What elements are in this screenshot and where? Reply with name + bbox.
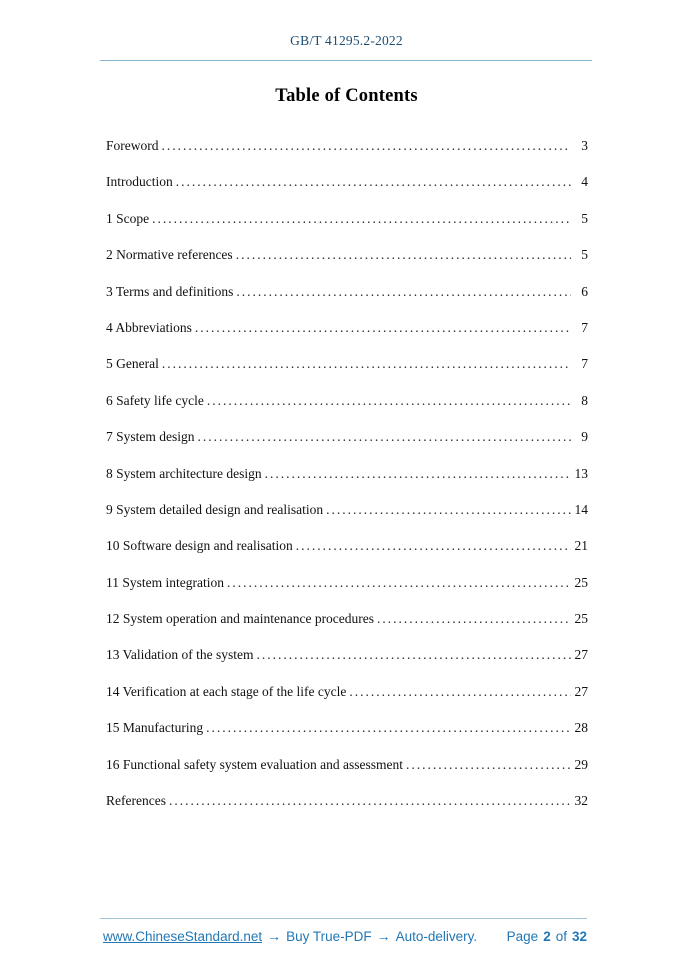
toc-entry[interactable] [106, 528, 588, 564]
footer-divider [100, 918, 587, 919]
page-label: Page [506, 929, 539, 944]
toc-entry-page: 27 [574, 647, 588, 663]
current-page-number: 2 [543, 929, 551, 944]
toc-entry[interactable] [106, 456, 588, 492]
toc-entry-label: Foreword [106, 138, 159, 153]
toc-entry-page: 28 [574, 720, 588, 736]
toc-dot-leader [377, 601, 571, 637]
page-footer [0, 918, 693, 980]
toc-entry[interactable] [106, 383, 588, 419]
toc-entry-page: 27 [574, 683, 588, 699]
toc-entry-page: 21 [574, 538, 588, 554]
toc-entry[interactable] [106, 274, 588, 310]
toc-entry-label: References [106, 793, 166, 809]
toc-entry-page: 4 [581, 174, 588, 190]
toc-entry-page: 6 [581, 283, 588, 299]
toc-entry-page: 32 [574, 793, 588, 809]
toc-entry-label: 5 General [106, 356, 159, 372]
toc-entry-page: 25 [574, 611, 588, 627]
toc-list [106, 128, 588, 819]
toc-dot-leader [195, 310, 571, 346]
toc-dot-leader [265, 456, 571, 492]
right-arrow-icon: → [267, 928, 282, 944]
right-arrow-icon: → [376, 928, 391, 944]
toc-entry-label: 15 Manufacturing [106, 720, 204, 736]
toc-dot-leader [349, 674, 571, 710]
toc-dot-leader [236, 237, 571, 273]
of-label: of [555, 929, 567, 944]
toc-entry[interactable] [106, 783, 588, 819]
toc-dot-leader [326, 492, 571, 528]
toc-entry-page: 3 [581, 138, 588, 153]
toc-entry[interactable] [106, 637, 588, 673]
footer-promo [103, 928, 477, 944]
buy-pdf-label: Buy True-PDF [286, 929, 372, 944]
toc-entry-page: 8 [581, 392, 588, 408]
toc-dot-leader [152, 201, 571, 237]
toc-entry[interactable] [106, 710, 588, 746]
toc-dot-leader [176, 164, 571, 200]
toc-entry[interactable] [106, 492, 588, 528]
toc-dot-leader [406, 747, 571, 783]
toc-dot-leader [296, 528, 571, 564]
toc-dot-leader [206, 710, 571, 746]
toc-entry-label: 11 System integration [106, 574, 224, 590]
toc-dot-leader [236, 274, 571, 310]
toc-entry[interactable] [106, 346, 588, 382]
toc-dot-leader [227, 565, 571, 601]
toc-entry-page: 25 [574, 574, 588, 590]
toc-dot-leader [162, 128, 572, 164]
toc-entry-label: 12 System operation and maintenance procedures [106, 611, 375, 627]
toc-dot-leader [257, 637, 572, 673]
page-header [0, 0, 693, 61]
toc-entry-label: 9 System detailed design and realisation [106, 501, 324, 517]
toc-entry[interactable] [106, 201, 588, 237]
toc-entry-page: 5 [581, 210, 588, 226]
toc-entry-page: 29 [574, 756, 588, 772]
toc-dot-leader [198, 419, 571, 455]
toc-entry-label: 4 Abbreviations [106, 319, 192, 335]
toc-entry[interactable] [106, 601, 588, 637]
toc-entry[interactable] [106, 419, 588, 455]
standard-code: GB/T 41295.2-2022 [290, 33, 403, 48]
auto-delivery-label: Auto-delivery. [395, 929, 478, 944]
toc-entry-label: 14 Verification at each stage of the life cycle [106, 683, 347, 699]
toc-entry-label: 10 Software design and realisation [106, 538, 293, 554]
toc-entry-label: 13 Validation of the system [106, 647, 254, 663]
toc-entry-page: 7 [581, 356, 588, 372]
toc-entry[interactable] [106, 128, 588, 164]
toc-entry-label: 1 Scope [106, 210, 150, 226]
toc-entry-page: 13 [574, 465, 588, 481]
toc-entry-label: 2 Normative references [106, 247, 233, 263]
website-link[interactable]: www.ChineseStandard.net [103, 929, 263, 944]
toc-entry-label: Introduction [106, 174, 173, 190]
toc-entry[interactable] [106, 310, 588, 346]
toc-entry[interactable] [106, 747, 588, 783]
toc-entry-label: 6 Safety life cycle [106, 392, 204, 408]
toc-entry-label: 16 Functional safety system evaluation and assessment [106, 756, 403, 772]
toc-dot-leader [162, 346, 571, 382]
toc-entry-page: 5 [581, 247, 588, 263]
toc-entry-page: 14 [574, 501, 588, 517]
toc-entry-label: 3 Terms and definitions [106, 283, 234, 299]
page-title: Table of Contents [275, 86, 418, 106]
toc-entry[interactable] [106, 237, 588, 273]
toc-entry[interactable] [106, 674, 588, 710]
toc-entry-label: 8 System architecture design [106, 465, 262, 481]
toc-entry[interactable] [106, 164, 588, 200]
total-page-number: 32 [571, 929, 587, 944]
toc-entry-page: 9 [581, 429, 588, 445]
toc-entry-page: 7 [581, 319, 588, 335]
toc-entry-label: 7 System design [106, 429, 195, 445]
toc-entry[interactable] [106, 565, 588, 601]
toc-dot-leader [169, 783, 571, 819]
toc-dot-leader [207, 383, 571, 419]
header-divider [100, 60, 592, 61]
page-indicator [507, 929, 587, 944]
